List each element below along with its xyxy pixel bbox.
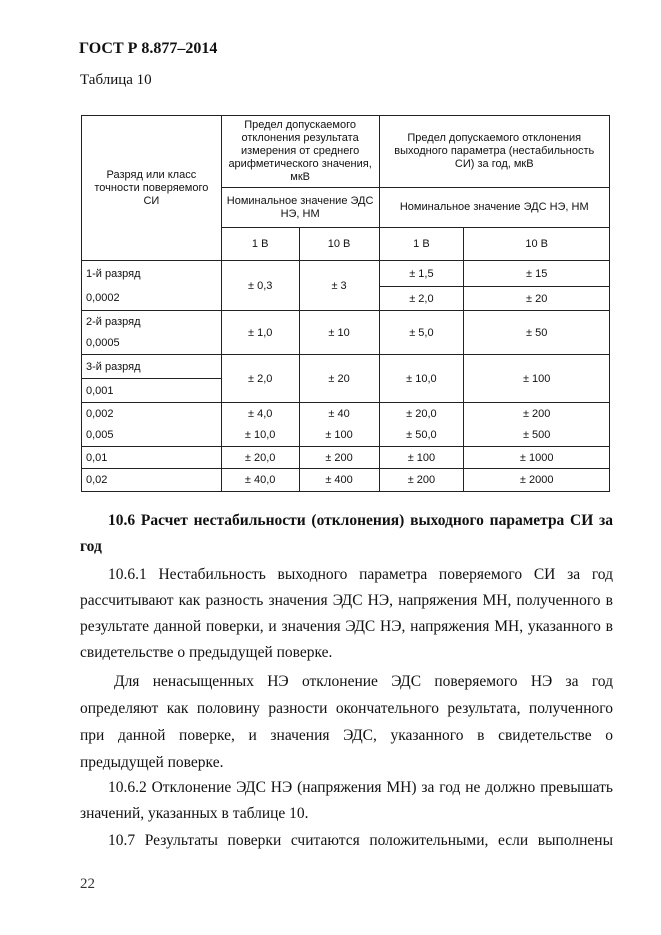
table-cell: ± 200 <box>299 447 379 469</box>
paragraph-line: значений, указанных в таблице 10. <box>80 805 309 822</box>
table-cell: ± 200 <box>464 403 610 425</box>
header-10v-mean: 10 В <box>299 228 379 261</box>
paragraph-line: 10.6.2 Отклонение ЭДС НЭ (напряжения МН) за год не должно превышать <box>108 779 613 796</box>
section-heading-cont: год <box>80 538 102 555</box>
table-cell: ± 100 <box>379 447 464 469</box>
table-cell: ± 200 <box>379 469 464 492</box>
table-row <box>82 403 610 425</box>
table-cell: ± 1,5 <box>379 261 464 287</box>
row-class-value: 0,01 <box>82 447 222 469</box>
table-cell: ± 1000 <box>464 447 610 469</box>
row-class-value: 0,002 <box>82 403 222 425</box>
paragraph-line: Для ненасыщенных НЭ отклонение ЭДС поверяемого НЭ за год <box>114 673 613 690</box>
row-class-value: 0,001 <box>82 379 222 403</box>
standard-code: ГОСТ Р 8.877–2014 <box>79 40 218 57</box>
table-cell: ± 100 <box>464 355 610 403</box>
header-class-cell: Разряд или класс точности поверяемого СИ <box>82 116 222 261</box>
table-cell: ± 5,0 <box>379 311 464 355</box>
paragraph-line: рассчитывают как разность значения ЭДС НЭ, напряжения МН, полученного в <box>80 592 613 609</box>
header-10v-output: 10 В <box>464 228 610 261</box>
row-class-value: 0,0002 <box>82 287 222 311</box>
table-cell: ± 3 <box>299 261 379 311</box>
table-cell: ± 15 <box>464 261 610 287</box>
table-cell: ± 2,0 <box>221 355 299 403</box>
paragraph-line: при данной поверке, и значения ЭДС, указанного в свидетельстве о <box>80 727 613 744</box>
paragraph-line: 10.6.1 Нестабильность выходного параметра поверяемого СИ за год <box>108 566 613 583</box>
table-cell: ± 20,0 <box>221 447 299 469</box>
table-cell: ± 100 <box>299 425 379 447</box>
table-row <box>82 311 610 333</box>
header-limit-output: Предел допускаемого отклонения выходного параметра (нестабильность СИ) за год, мкВ <box>379 116 610 188</box>
table-cell: ± 500 <box>464 425 610 447</box>
table-cell: ± 10,0 <box>221 425 299 447</box>
header-1v-output: 1 В <box>379 228 464 261</box>
row-class-label: 2-й разряд <box>82 311 222 333</box>
table-cell: ± 400 <box>299 469 379 492</box>
table-cell: ± 20,0 <box>379 403 464 425</box>
header-limit-mean: Предел допускаемого отклонения результата измерения от среднего арифметического значения, мкВ <box>221 116 379 188</box>
table-cell: ± 20 <box>299 355 379 403</box>
header-nominal-output: Номинальное значение ЭДС НЭ, НМ <box>379 188 610 228</box>
paragraph-line: результате данной поверки, и значения ЭДС НЭ, напряжения МН, указанного в <box>80 618 613 635</box>
table-row <box>82 447 610 469</box>
table-cell: ± 1,0 <box>221 311 299 355</box>
paragraph-line: свидетельстве о предыдущей поверке. <box>80 644 333 661</box>
table-cell: ± 40,0 <box>221 469 299 492</box>
table-cell: ± 50,0 <box>379 425 464 447</box>
table-caption: Таблица 10 <box>80 72 152 88</box>
table-row <box>82 469 610 492</box>
row-class-value: 0,02 <box>82 469 222 492</box>
page-number: 22 <box>80 876 95 892</box>
table-row <box>82 261 610 287</box>
row-class-label: 3-й разряд <box>82 355 222 379</box>
paragraph-line: определяют как половину разности окончательного результата, полученного <box>80 700 613 717</box>
table-cell: ± 20 <box>464 287 610 311</box>
row-class-label: 1-й разряд <box>82 261 222 287</box>
tolerance-table <box>81 115 610 492</box>
table-row <box>82 355 610 379</box>
table-cell: ± 2,0 <box>379 287 464 311</box>
table-row <box>82 425 610 447</box>
section-heading: 10.6 Расчет нестабильности (отклонения) выходного параметра СИ за <box>108 512 613 529</box>
paragraph-line: предыдущей поверке. <box>80 754 224 771</box>
table-cell: ± 4,0 <box>221 403 299 425</box>
header-1v-mean: 1 В <box>221 228 299 261</box>
row-class-value: 0,0005 <box>82 333 222 355</box>
table-cell: ± 2000 <box>464 469 610 492</box>
table-cell: ± 0,3 <box>221 261 299 311</box>
table-cell: ± 40 <box>299 403 379 425</box>
row-class-value: 0,005 <box>82 425 222 447</box>
header-nominal-mean: Номинальное значение ЭДС НЭ, НМ <box>221 188 379 228</box>
table-cell: ± 10,0 <box>379 355 464 403</box>
table-cell: ± 50 <box>464 311 610 355</box>
paragraph-line: 10.7 Результаты поверки считаются положительными, если выполнены <box>108 832 613 849</box>
table-cell: ± 10 <box>299 311 379 355</box>
